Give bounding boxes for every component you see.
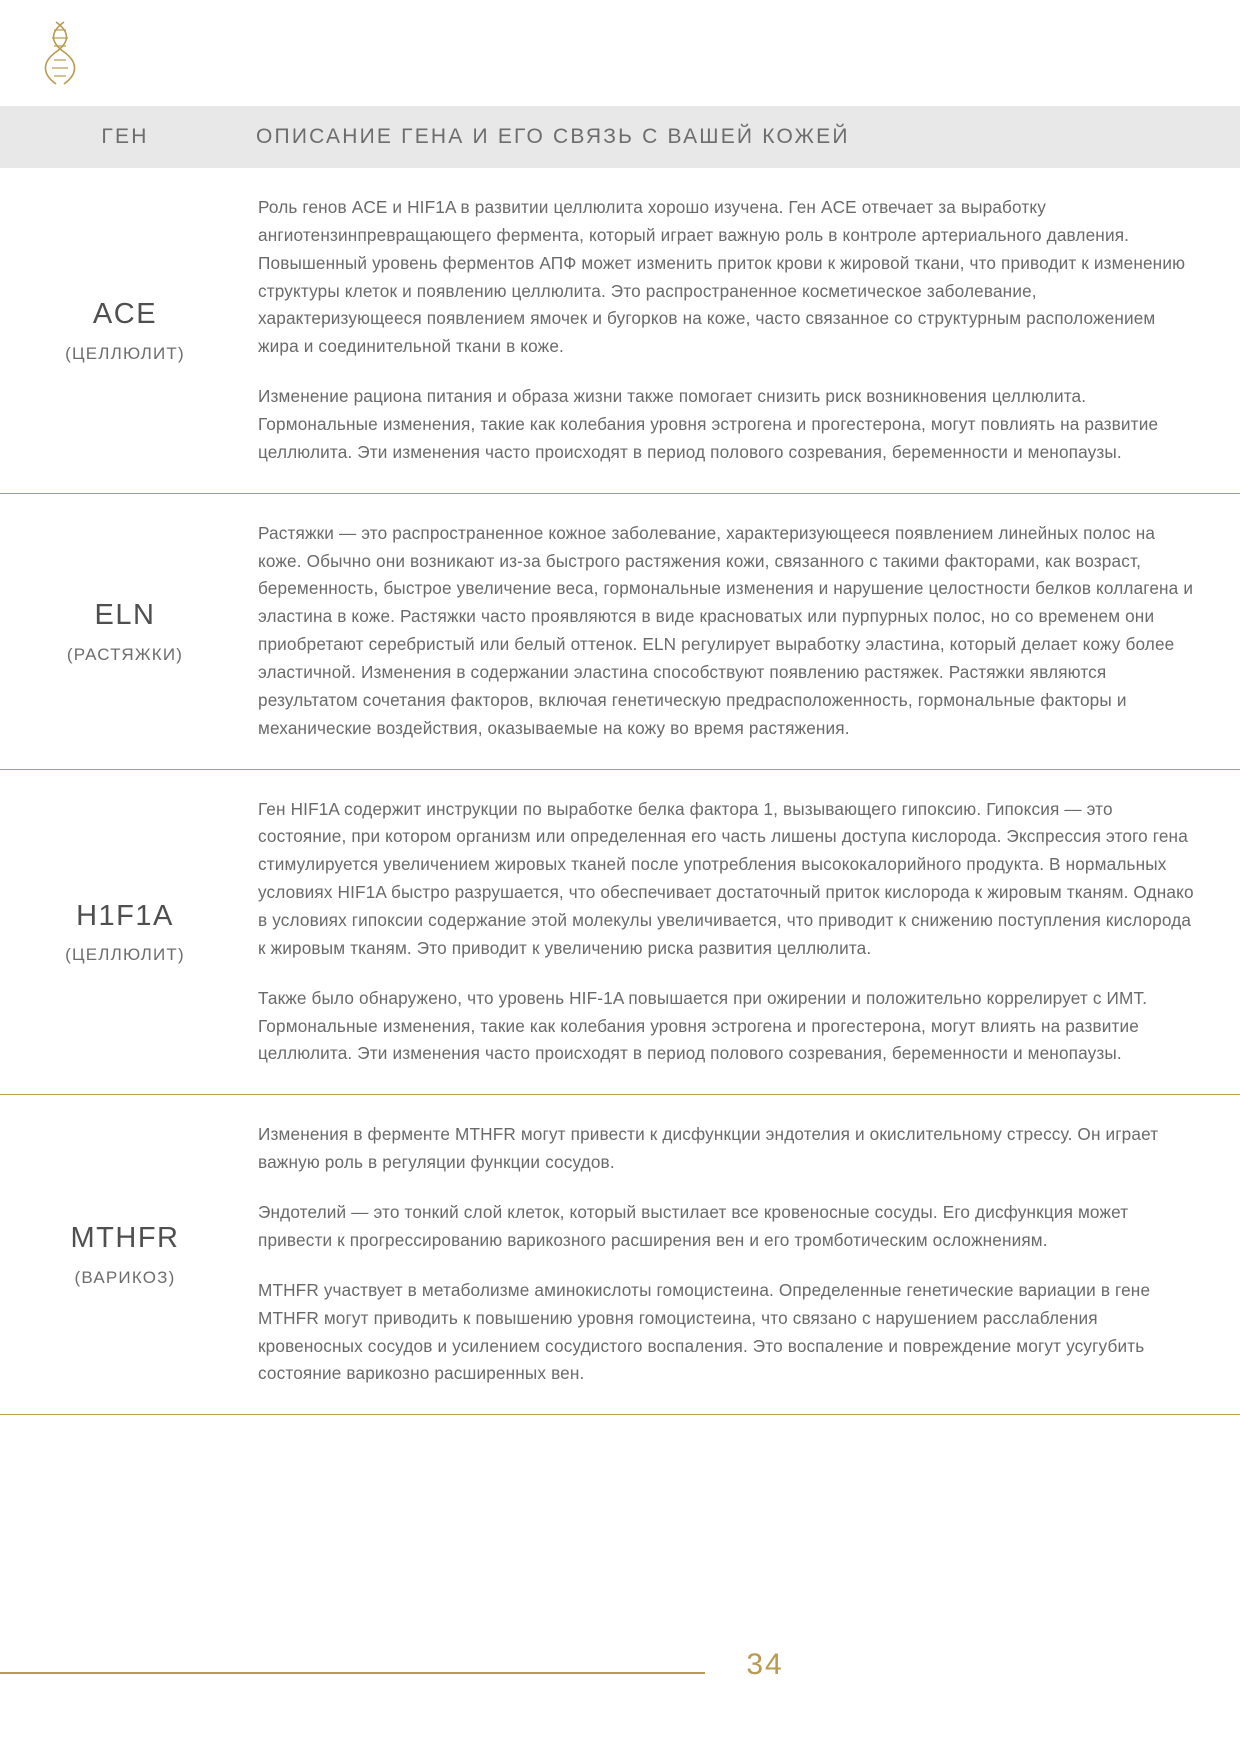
gene-condition: (РАСТЯЖКИ) bbox=[66, 644, 184, 664]
page-footer bbox=[0, 1634, 1240, 1754]
table-row bbox=[0, 494, 1240, 770]
gene-cell bbox=[0, 297, 250, 364]
table-row bbox=[0, 770, 1240, 1096]
table-header-row bbox=[0, 106, 1240, 168]
gene-condition: (ЦЕЛЛЮЛИТ) bbox=[65, 343, 185, 363]
gene-description bbox=[250, 494, 1240, 769]
gene-cell bbox=[0, 899, 250, 966]
description-paragraph: Эндотелий — это тонкий слой клеток, который выстилает все кровеносные сосуды. Его дисфункция может привести к прогрессированию варикозного расширения вен и его тромботическим осложнениям. bbox=[258, 1202, 1129, 1250]
gene-condition: (ЦЕЛЛЮЛИТ) bbox=[65, 945, 185, 965]
gene-name: ELN bbox=[94, 598, 156, 631]
description-paragraph: Ген HIF1A содержит инструкции по выработке белка фактора 1, вызывающего гипоксию. Гипоксия — это состояние, при котором организм или определенная его часть лишены доступа кислорода. Экспрессия этого гена стимулируется увеличением жировых тканей после употребления высококалорийного продукта. В нормальных условиях HIF1A быстро разрушается, что обеспечивает достаточный приток кислорода к жировым тканям. Однако в условиях гипоксии содержание этой молекулы увеличивается, что приводит к снижению поступления кислорода к жировым тканям. Это приводит к увеличению риска развития целлюлита. bbox=[258, 798, 1194, 958]
description-paragraph: Изменение рациона питания и образа жизни также помогает снизить риск возникновения целлюлита. Гормональные изменения, такие как колебания уровня эстрогена и прогестерона, могут повлиять на развитие целлюлита. Эти изменения часто происходят в период полового созревания, беременности и менопаузы. bbox=[258, 386, 1159, 462]
footer-divider bbox=[0, 1672, 705, 1674]
description-paragraph: Также было обнаружено, что уровень HIF-1A повышается при ожирении и положительно коррелирует с ИМТ. Гормональные изменения, такие как колебания уровня эстрогена и прогестерона, могут влиять на развитие целлюлита. Эти изменения часто происходят в период полового созревания, беременности и менопаузы. bbox=[258, 987, 1148, 1064]
gene-condition: (ВАРИКОЗ) bbox=[74, 1268, 176, 1288]
column-header-gene: ГЕН bbox=[101, 125, 149, 148]
gene-description bbox=[250, 770, 1240, 1095]
gene-name: H1F1A bbox=[76, 899, 174, 932]
table-row bbox=[0, 1095, 1240, 1415]
gene-cell bbox=[0, 1221, 250, 1288]
gene-name: MTHFR bbox=[70, 1222, 180, 1255]
gene-name: ACE bbox=[92, 297, 158, 330]
description-paragraph: Изменения в ферменте MTHFR могут привести к дисфункции эндотелия и окислительному стрессу. Он играет важную роль в регуляции функции сосудов. bbox=[258, 1124, 1159, 1173]
gene-description bbox=[250, 168, 1240, 493]
description-paragraph: Растяжки — это распространенное кожное заболевание, характеризующееся появлением линейных полос на коже. Обычно они возникают из-за быстрого растяжения кожи, связанного с такими факторами, как возраст, беременность, быстрое увеличение веса, гормональные изменения и нарушение целостности белков коллагена и эластина в коже. Растяжки часто проявляются в виде красноватых или пурпурных полос, но со временем они приобретают серебристый или белый оттенок. ELN регулирует выработку эластина, который делает кожу более эластичной. Изменения в содержании эластина способствуют появлению растяжек. Растяжки являются результатом сочетания факторов, включая генетическую предрасположенность, гормональные факторы и механические воздействия, оказываемые на кожу во время растяжения. bbox=[258, 522, 1194, 738]
column-header-description: ОПИСАНИЕ ГЕНА И ЕГО СВЯЗЬ С ВАШЕЙ КОЖЕЙ bbox=[256, 125, 850, 148]
logo-area bbox=[0, 0, 1240, 106]
page-number: 34 bbox=[746, 1648, 784, 1681]
table-row bbox=[0, 168, 1240, 494]
description-paragraph: MTHFR участвует в метаболизме аминокислоты гомоцистеина. Определенные генетические вариации в гене MTHFR могут приводить к повышению уровня гомоцистеина, что связано с нарушением расслабления кровеносных сосудов и усилением сосудистого воспаления. Это воспаление и повреждение могут усугубить состояние варикозно расширенных вен. bbox=[258, 1279, 1151, 1384]
gene-cell bbox=[0, 598, 250, 665]
dna-helix-icon bbox=[30, 16, 100, 90]
gene-description bbox=[250, 1095, 1240, 1414]
description-paragraph: Роль генов ACE и HIF1A в развитии целлюлита хорошо изучена. Ген ACE отвечает за выработку ангиотензинпревращающего фермента, который играет важную роль в контроле артериального давления. Повышенный уровень ферментов АПФ может изменить приток крови к жировой ткани, что приводит к изменению структуры клеток и появлению целлюлита. Это распространенное косметическое заболевание, характеризующееся появлением ямочек и бугорков на коже, часто связанное со структурным расположением жира и соединительной ткани в коже. bbox=[258, 197, 1186, 357]
